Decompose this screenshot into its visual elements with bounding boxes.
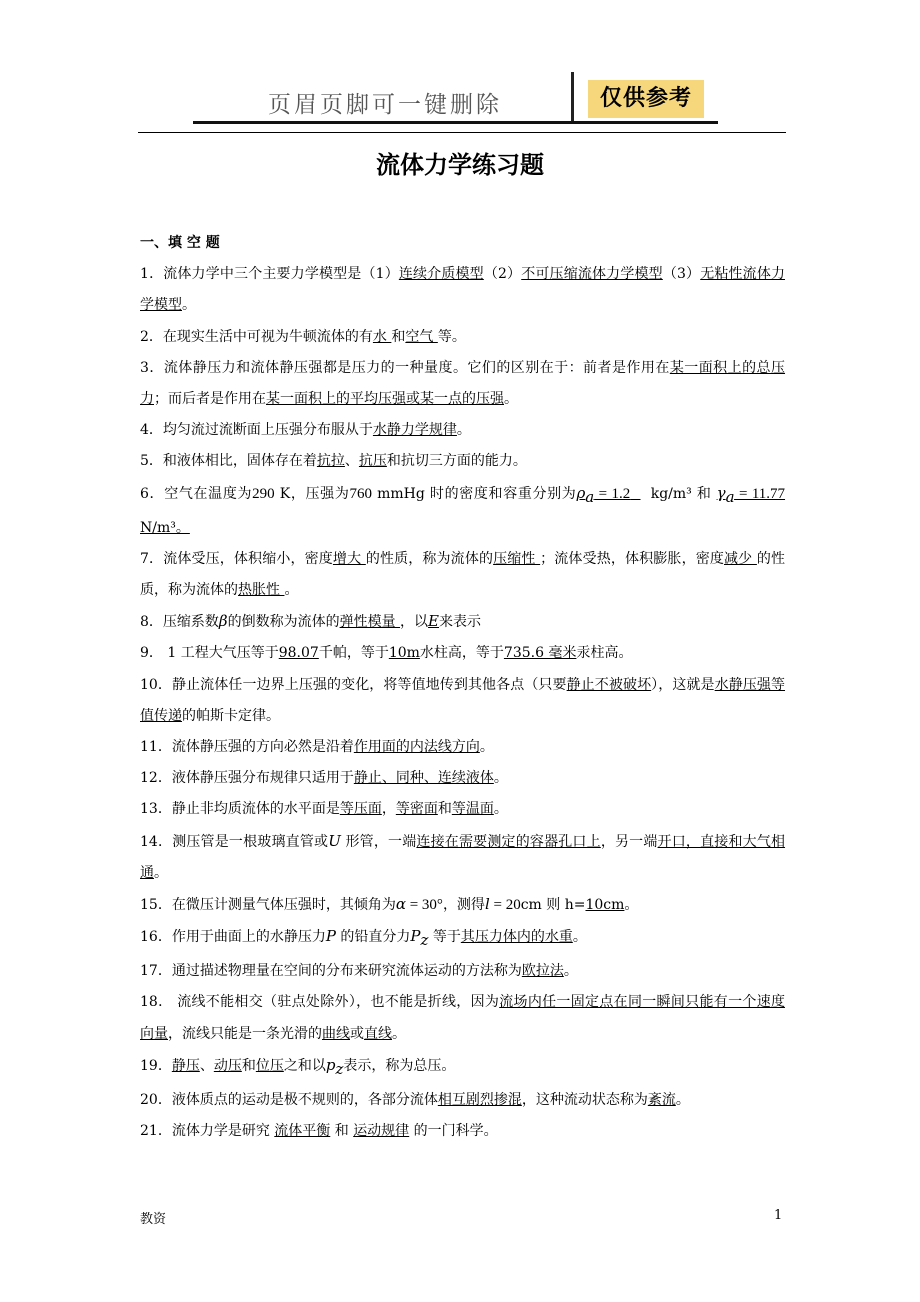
answer: 连续介质模型	[398, 266, 484, 283]
header-note: 页眉页脚可一键删除	[268, 92, 502, 118]
answer: 开口，直接和大气相通	[140, 833, 786, 881]
question-15: 15．在微压计测量气体压强时，其倾角为α = 30°，测得l = 20cm 则 h=10cm。	[140, 895, 639, 914]
question-3: 3．流体静压力和流体静压强都是压力的一种量度。它们的区别在于：前者是作用在某一面积上的总压力；而后者是作用在某一面积上的平均压强或某一点的压强。	[140, 359, 786, 408]
answer: 98.07	[278, 645, 319, 662]
question-list	[140, 228, 785, 1147]
document-title: 流体力学练习题	[376, 151, 544, 179]
question-20: 20．液体质点的运动是极不规则的，各部分流体相互剧烈掺混，这种流动状态称为紊流。	[140, 1091, 690, 1108]
answer: 不可压缩流体力学模型	[521, 266, 663, 283]
question-5: 5．和液体相比，固体存在着抗拉、抗压和抗切三方面的能力。	[140, 453, 527, 470]
answer: 抗压	[358, 453, 387, 470]
answer: 欧拉法	[521, 963, 564, 980]
answer: 动压	[213, 1057, 242, 1074]
answer: 运动规律	[353, 1123, 410, 1140]
answer: 紊流	[647, 1091, 676, 1108]
question-19: 19．静压、动压和位压之和以$p_z$表示，称为总压。	[140, 1055, 456, 1078]
answer: 等温面	[451, 801, 494, 818]
header-rule-thick	[193, 121, 718, 124]
footer-label: 教资	[140, 1212, 167, 1227]
answer: 流体平衡	[274, 1123, 331, 1140]
answer: 某一面积上的平均压强或某一点的压强	[266, 391, 504, 408]
answer: 压缩性	[493, 550, 541, 567]
answer: 静压	[171, 1057, 200, 1074]
question-9: 9． 1 工程大气压等于98.07千帕，等于10m水柱高，等于735.6 毫米汞柱高。	[140, 645, 633, 662]
answer: 增大	[332, 550, 366, 567]
answer: 作用面的内法线方向	[353, 739, 480, 756]
question-8: 8．压缩系数β的倒数称为流体的弹性模量 ，以E来表示	[140, 612, 481, 631]
answer: 其压力体内的水重	[460, 929, 573, 946]
question-11: 11．流体静压强的方向必然是沿着作用面的内法线方向。	[140, 739, 494, 756]
question-18: 18． 流线不能相交（驻点处除外），也不能是折线，因为流场内任一固定点在同一瞬间只能有一个速度向量，流线只能是一条光滑的曲线或直线。	[140, 994, 785, 1042]
answer: 静止、同种、连续液体	[353, 770, 494, 787]
answer: 10cm	[585, 897, 625, 914]
answer: 曲线	[322, 1025, 350, 1042]
answer: 水	[372, 328, 392, 345]
answer: 水静力学规律	[372, 422, 457, 439]
answer-specific-weight: $\gamma_a = 11.77$ N/m³。	[140, 483, 786, 536]
answer: 735.6 毫米	[503, 645, 577, 662]
question-10: 10．静止流体任一边界上压强的变化，将等值地传到其他各点（只要静止不被破坏），这就是水静压强等值传递的帕斯卡定律。	[140, 676, 786, 724]
page-number: 1	[774, 1208, 783, 1223]
answer: 空气	[405, 328, 438, 345]
answer: 弹性模量	[339, 614, 401, 631]
answer: 无粘性流体力学模型	[140, 266, 785, 314]
reference-badge: 仅供参考	[588, 80, 704, 118]
answer: 流场内任一固定点在同一瞬间只能有一个速度向量	[140, 994, 785, 1042]
question-2: 2．在现实生活中可视为牛顿流体的有水 和空气 等。	[140, 328, 466, 345]
header-rule	[138, 132, 786, 133]
answer-density: $\rho_a = 1.2$	[576, 483, 631, 506]
header-separator	[571, 72, 574, 124]
question-6: 6．空气在温度为290 K，压强为760 mmHg 时的密度和容重分别为$\rho_a = 1.2$ kg/m³ 和 $\gamma_a = 11.77$ N/m³。	[140, 483, 786, 536]
section-heading: 一、填 空 题	[140, 235, 220, 251]
answer: 水静压强等值传递	[140, 676, 786, 724]
answer: 某一面积上的总压力	[140, 359, 786, 408]
answer: 连接在需要测定的容器孔口上	[416, 833, 601, 850]
answer: 直线	[364, 1025, 392, 1042]
answer: 减少	[724, 550, 757, 567]
question-1: 1．流体力学中三个主要力学模型是（1）连续介质模型（2）不可压缩流体力学模型（3）无粘性流体力学模型。	[140, 266, 785, 314]
answer: 热胀性	[238, 582, 285, 599]
question-7: 7．流体受压，体积缩小，密度增大 的性质，称为流体的压缩性 ；流体受热，体积膨胀，密度减少 的性质，称为流体的热胀性 。	[140, 550, 786, 599]
question-12: 12．液体静压强分布规律只适用于静止、同种、连续液体。	[140, 770, 508, 787]
answer: 位压	[255, 1057, 284, 1074]
question-14: 14．测压管是一根玻璃直管或U 形管，一端连接在需要测定的容器孔口上，另一端开口，直接和大气相通。	[140, 831, 786, 881]
answer: 相互剧烈掺混	[437, 1091, 522, 1108]
answer: 等密面	[395, 801, 438, 818]
question-13: 13．静止非均质流体的水平面是等压面，等密面和等温面。	[140, 801, 508, 818]
answer: 等压面	[339, 801, 382, 818]
question-17: 17．通过描述物理量在空间的分布来研究流体运动的方法称为欧拉法。	[140, 963, 578, 980]
answer: 静止不被破坏	[566, 676, 652, 693]
question-21: 21．流体力学是研究 流体平衡 和 运动规律 的一门科学。	[140, 1123, 498, 1140]
answer: 抗拉	[316, 453, 345, 470]
answer: 10m	[388, 645, 420, 662]
question-4: 4．均匀流过流断面上压强分布服从于水静力学规律。	[140, 422, 471, 439]
question-16: 16．作用于曲面上的水静压力P 的铅直分力$P_z$ 等于其压力体内的水重。	[140, 927, 587, 950]
